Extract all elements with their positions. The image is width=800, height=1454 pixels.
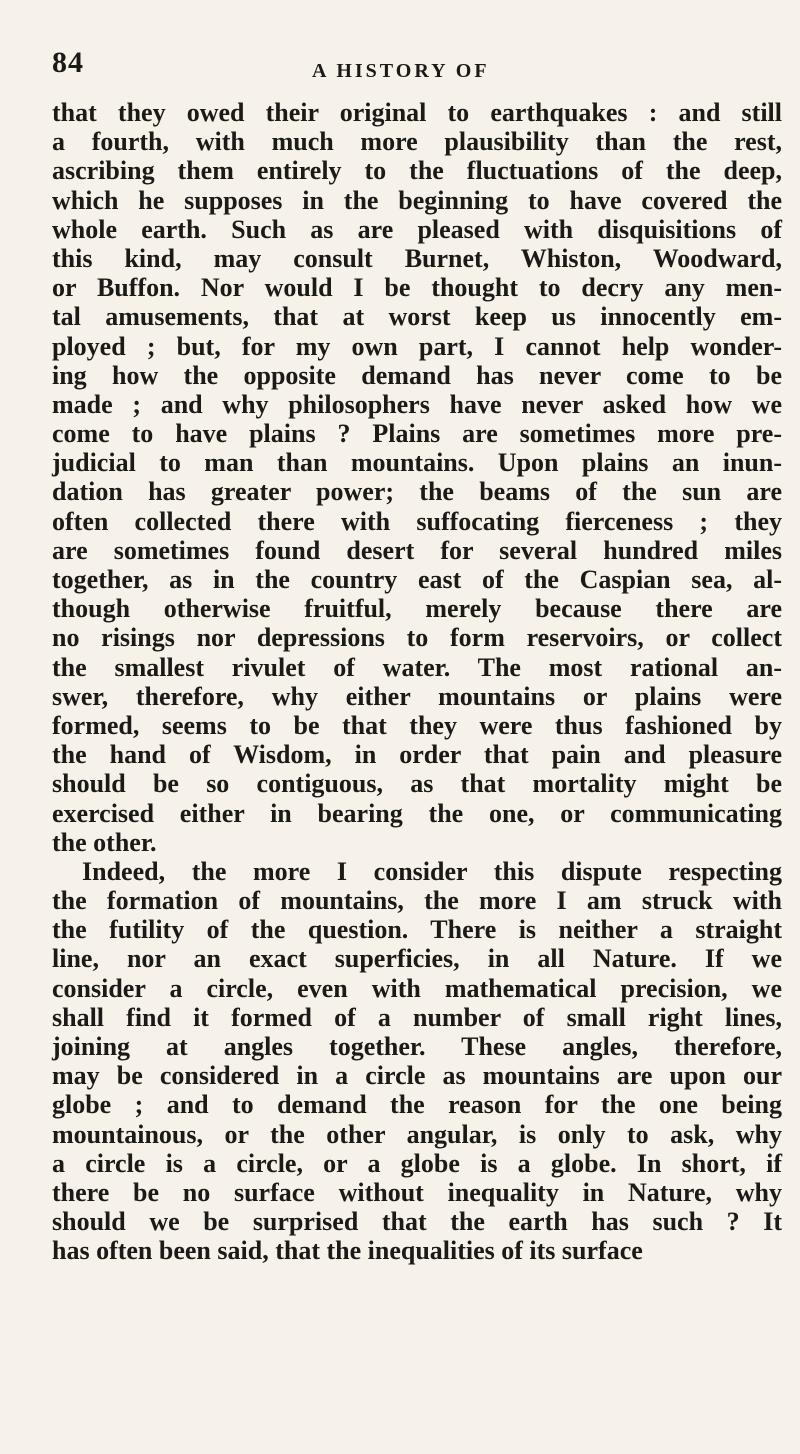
text-line: whole earth. Such as are pleased with disquisitions of	[52, 214, 782, 244]
body-text	[52, 98, 782, 1266]
text-line: mountainous, or the other angular, is only to ask, why	[52, 1119, 782, 1149]
text-line: exercised either in bearing the one, or communicating	[52, 798, 782, 828]
text-line: though otherwise fruitful, merely because there are	[52, 594, 782, 624]
text-line: line, nor an exact superficies, in all Nature. If we	[52, 944, 782, 974]
running-head: A HISTORY OF	[312, 60, 490, 82]
text-line: made ; and why philosophers have never asked how we	[52, 389, 782, 419]
text-line: the futility of the question. There is neither a straight	[52, 915, 782, 945]
page-header	[52, 46, 752, 86]
text-line: has often been said, that the inequalities of its surface	[52, 1236, 643, 1266]
text-line: judicial to man than mountains. Upon plains an inun-	[52, 448, 782, 478]
text-line: that they owed their original to earthquakes : and still	[52, 98, 782, 127]
text-line: Indeed, the more I consider this dispute respecting	[82, 856, 782, 886]
text-line: should we be surprised that the earth has such ? It	[52, 1207, 782, 1237]
text-line: globe ; and to demand the reason for the one being	[52, 1090, 782, 1120]
text-line: formed, seems to be that they were thus fashioned by	[52, 710, 782, 740]
text-line: often collected there with suffocating fierceness ; they	[52, 506, 782, 536]
text-line: a fourth, with much more plausibility than the rest,	[52, 127, 782, 157]
text-line: ing how the opposite demand has never come to be	[52, 360, 782, 390]
text-line: joining at angles together. These angles, therefore,	[52, 1032, 782, 1061]
text-line: the formation of mountains, the more I am struck with	[52, 886, 782, 916]
text-line: together, as in the country east of the Caspian sea, al-	[52, 565, 782, 594]
text-line: swer, therefore, why either mountains or plains were	[52, 681, 782, 711]
text-line: dation has greater power; the beams of the sun are	[52, 477, 782, 507]
text-line: there be no surface without inequality in Nature, why	[52, 1177, 782, 1207]
text-line: which he supposes in the beginning to have covered the	[52, 185, 782, 215]
page-number: 84	[52, 46, 84, 79]
text-line: the other.	[52, 827, 157, 857]
text-line: ascribing them entirely to the fluctuations of the deep,	[52, 156, 782, 186]
text-line: come to have plains ? Plains are sometimes more pre-	[52, 419, 782, 449]
text-line: are sometimes found desert for several hundred miles	[52, 535, 782, 565]
text-line: shall find it formed of a number of small right lines,	[52, 1002, 782, 1032]
text-line: consider a circle, even with mathematical precision, we	[52, 973, 782, 1003]
text-line: the hand of Wisdom, in order that pain and pleasure	[52, 740, 782, 770]
text-line: ployed ; but, for my own part, I cannot help wonder-	[52, 331, 782, 361]
text-line: tal amusements, that at worst keep us innocently em-	[52, 302, 782, 332]
text-line: no risings nor depressions to form reservoirs, or collect	[52, 623, 782, 653]
text-line: a circle is a circle, or a globe is a globe. In short, if	[52, 1148, 782, 1178]
text-line: or Buffon. Nor would I be thought to decry any men-	[52, 273, 782, 303]
text-line: this kind, may consult Burnet, Whiston, Woodward,	[52, 243, 782, 273]
text-line: may be considered in a circle as mountains are upon our	[52, 1061, 782, 1091]
text-line: the smallest rivulet of water. The most rational an-	[52, 652, 782, 682]
text-line: should be so contiguous, as that mortality might be	[52, 769, 782, 799]
